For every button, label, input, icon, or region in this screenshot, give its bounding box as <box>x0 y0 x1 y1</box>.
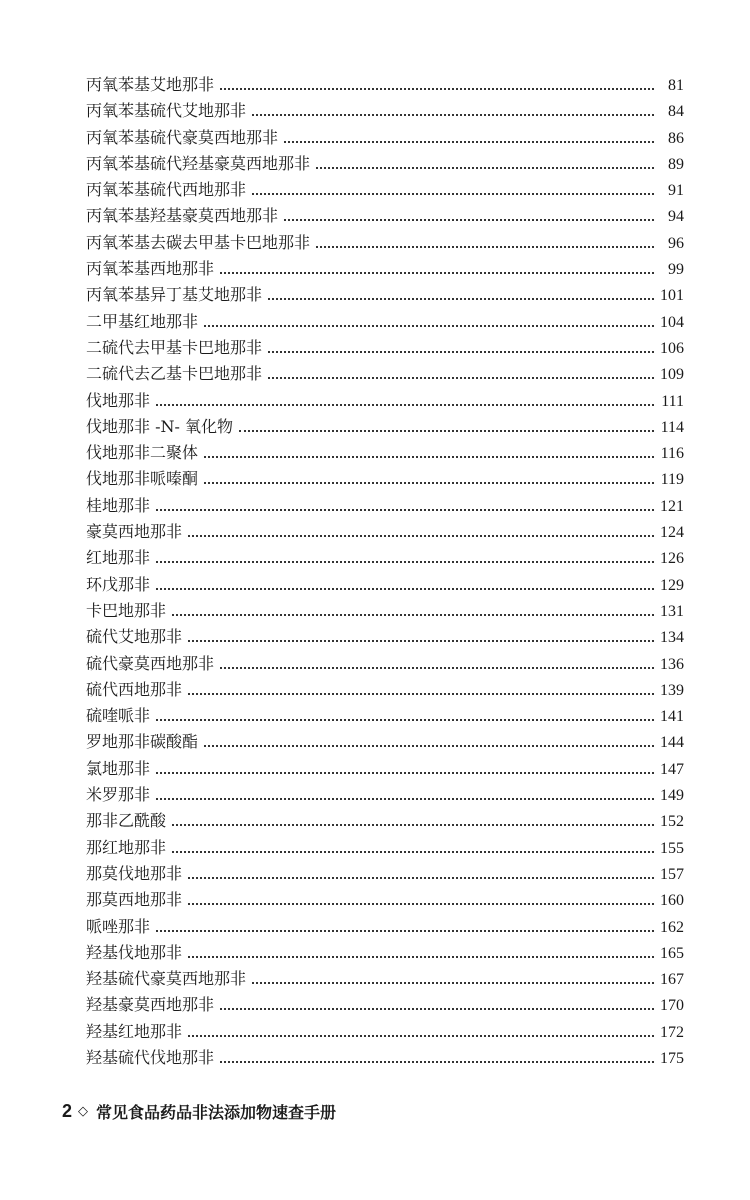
dot-leader <box>316 167 654 169</box>
toc-entry-title: 丙氧苯基硫代豪莫西地那非 <box>86 127 279 147</box>
toc-entry-title: 硫代豪莫西地那非 <box>86 653 215 673</box>
toc-entry[interactable] <box>86 466 684 492</box>
toc-entry-page: 124 <box>660 524 684 542</box>
toc-entry-title: 丙氧苯基艾地那非 <box>86 75 215 94</box>
toc-entry-title: 羟基红地那非 <box>86 1021 183 1041</box>
toc-entry[interactable] <box>86 388 684 414</box>
toc-entry[interactable] <box>86 756 684 782</box>
table-of-contents <box>86 72 684 1071</box>
dot-leader <box>284 141 654 143</box>
dot-leader <box>220 272 654 274</box>
toc-entry[interactable] <box>86 992 684 1018</box>
dot-leader <box>268 298 654 300</box>
dot-leader <box>284 219 654 221</box>
diamond-icon: ◇ <box>78 1104 89 1119</box>
toc-entry-page: 144 <box>660 734 684 752</box>
dot-leader <box>188 535 654 537</box>
toc-entry-title: 丙氧苯基西地那非 <box>86 259 215 279</box>
toc-entry-title: 氯地那非 <box>86 758 151 778</box>
toc-entry[interactable] <box>86 782 684 808</box>
toc-entry-title: 哌唑那非 <box>86 916 151 936</box>
dot-leader <box>188 693 654 695</box>
toc-entry-title: 米罗那非 <box>86 785 151 805</box>
dot-leader <box>220 88 654 90</box>
dot-leader <box>156 930 654 932</box>
toc-entry-title: 硫代西地那非 <box>86 679 183 699</box>
toc-entry-page: 136 <box>660 655 684 673</box>
toc-entry[interactable] <box>86 808 684 834</box>
toc-entry-page: 126 <box>660 550 684 568</box>
toc-entry-page: 141 <box>660 708 684 726</box>
toc-entry-page: 106 <box>660 339 684 357</box>
toc-entry-page: 160 <box>660 892 684 910</box>
dot-leader <box>156 404 654 406</box>
toc-entry-page: 134 <box>660 629 684 647</box>
dot-leader <box>188 1035 654 1037</box>
toc-entry-title: 罗地那非碳酸酯 <box>86 732 199 752</box>
dot-leader <box>156 509 654 511</box>
toc-entry-title: 那非乙酰酸 <box>86 811 167 831</box>
toc-entry-title: 硫代艾地那非 <box>86 627 183 647</box>
toc-entry[interactable] <box>86 203 684 229</box>
toc-entry[interactable] <box>86 125 684 151</box>
toc-entry-title: 丙氧苯基硫代羟基豪莫西地那非 <box>86 153 311 173</box>
toc-entry-page: 119 <box>660 471 684 489</box>
toc-entry-page: 157 <box>660 865 684 883</box>
toc-entry-title: 桂地那非 <box>86 495 151 515</box>
toc-entry-page: 170 <box>660 997 684 1015</box>
toc-entry[interactable] <box>86 651 684 677</box>
dot-leader <box>316 246 654 248</box>
dot-leader <box>172 614 654 616</box>
dot-leader <box>220 1061 654 1063</box>
dot-leader <box>204 745 654 747</box>
toc-entry-title: 羟基硫代伐地那非 <box>86 1047 215 1067</box>
toc-entry-page: 167 <box>660 971 684 989</box>
toc-entry[interactable] <box>86 414 684 440</box>
toc-entry-page: 162 <box>660 918 684 936</box>
toc-entry-page: 86 <box>668 129 684 147</box>
toc-entry-page: 175 <box>660 1049 684 1067</box>
toc-entry-title: 伐地那非二聚体 <box>86 443 199 463</box>
toc-entry[interactable] <box>86 914 684 940</box>
toc-entry-title: 丙氧苯基羟基豪莫西地那非 <box>86 206 279 226</box>
toc-entry-page: 152 <box>660 813 684 831</box>
toc-entry-page: 139 <box>660 681 684 699</box>
dot-leader <box>156 561 654 563</box>
dot-leader <box>204 456 654 458</box>
dot-leader <box>204 325 654 327</box>
toc-entry[interactable] <box>86 677 684 703</box>
toc-entry-page: 131 <box>660 602 684 620</box>
toc-entry-title: 丙氧苯基硫代西地那非 <box>86 180 247 200</box>
toc-entry-page: 99 <box>668 261 684 279</box>
toc-entry-page: 149 <box>660 787 684 805</box>
toc-entry[interactable] <box>86 703 684 729</box>
toc-entry-title: 那红地那非 <box>86 837 167 857</box>
toc-entry-page: 94 <box>668 208 684 226</box>
toc-entry-page: 165 <box>660 944 684 962</box>
toc-entry-title: 羟基硫代豪莫西地那非 <box>86 969 247 989</box>
toc-entry[interactable] <box>86 940 684 966</box>
dot-leader <box>156 798 654 800</box>
toc-entry-title: 丙氧苯基硫代艾地那非 <box>86 101 247 121</box>
dot-leader <box>188 956 654 958</box>
toc-entry[interactable] <box>86 519 684 545</box>
dot-leader <box>220 667 654 669</box>
toc-entry[interactable] <box>86 177 684 203</box>
toc-entry[interactable] <box>86 98 684 124</box>
toc-entry[interactable] <box>86 335 684 361</box>
toc-entry[interactable] <box>86 282 684 308</box>
toc-entry-title: 那莫伐地那非 <box>86 863 183 883</box>
toc-entry[interactable] <box>86 361 684 387</box>
dot-leader <box>156 588 654 590</box>
toc-entry[interactable] <box>86 966 684 992</box>
toc-entry[interactable] <box>86 230 684 256</box>
toc-entry-title: 丙氧苯基去碳去甲基卡巴地那非 <box>86 232 311 252</box>
toc-entry-title: 环戊那非 <box>86 574 151 594</box>
toc-entry-page: 121 <box>660 497 684 515</box>
toc-entry[interactable] <box>86 1019 684 1045</box>
dot-leader <box>188 903 654 905</box>
dot-leader <box>188 640 654 642</box>
toc-entry[interactable] <box>86 624 684 650</box>
toc-entry-page: 109 <box>660 366 684 384</box>
dot-leader <box>239 430 654 432</box>
dot-leader <box>252 982 654 984</box>
toc-entry-page: 129 <box>660 576 684 594</box>
toc-entry[interactable] <box>86 309 684 335</box>
dot-leader <box>220 1008 654 1010</box>
toc-entry-page: 84 <box>668 103 684 121</box>
dot-leader <box>204 482 654 484</box>
toc-entry-title: 卡巴地那非 <box>86 600 167 620</box>
dot-leader <box>252 114 654 116</box>
dot-leader <box>252 193 654 195</box>
toc-entry-title: 羟基伐地那非 <box>86 942 183 962</box>
toc-entry-title: 二甲基红地那非 <box>86 311 199 331</box>
book-title: 常见食品药品非法添加物速查手册 <box>96 1103 337 1122</box>
dot-leader <box>156 772 654 774</box>
toc-entry-page: 155 <box>660 839 684 857</box>
dot-leader <box>188 877 654 879</box>
toc-entry-page: 91 <box>668 182 684 200</box>
toc-entry[interactable] <box>86 440 684 466</box>
toc-entry-title: 那莫西地那非 <box>86 890 183 910</box>
toc-entry[interactable] <box>86 72 684 98</box>
dot-leader <box>268 351 654 353</box>
toc-entry-title: 豪莫西地那非 <box>86 522 183 542</box>
dot-leader <box>156 719 654 721</box>
toc-entry[interactable] <box>86 151 684 177</box>
toc-entry-page: 147 <box>660 760 684 778</box>
toc-entry[interactable] <box>86 835 684 861</box>
toc-entry-title: 二硫代去乙基卡巴地那非 <box>86 364 263 384</box>
toc-entry-page: 104 <box>660 313 684 331</box>
toc-entry-page: 172 <box>660 1023 684 1041</box>
toc-entry-title: 硫喹哌非 <box>86 706 151 726</box>
toc-entry-page: 81 <box>668 77 684 94</box>
toc-entry[interactable] <box>86 887 684 913</box>
toc-entry-page: 101 <box>660 287 684 305</box>
toc-entry-page: 96 <box>668 234 684 252</box>
toc-entry[interactable] <box>86 572 684 598</box>
toc-entry[interactable] <box>86 256 684 282</box>
dot-leader <box>268 377 654 379</box>
toc-entry-title: 红地那非 <box>86 548 151 568</box>
toc-entry[interactable] <box>86 493 684 519</box>
toc-entry-title: 伐地那非哌嗪酮 <box>86 469 199 489</box>
toc-entry[interactable] <box>86 1045 684 1071</box>
toc-entry-page: 89 <box>668 155 684 173</box>
dot-leader <box>172 824 654 826</box>
toc-entry[interactable] <box>86 861 684 887</box>
toc-entry-title: 羟基豪莫西地那非 <box>86 995 215 1015</box>
page-footer <box>62 1100 336 1123</box>
toc-entry-title: 伐地那非 <box>86 390 151 410</box>
dot-leader <box>172 851 654 853</box>
toc-entry[interactable] <box>86 729 684 755</box>
page-number: 2 <box>62 1101 73 1121</box>
toc-entry-title: 伐地那非 -N- 氧化物 <box>86 416 233 436</box>
toc-entry[interactable] <box>86 545 684 571</box>
toc-entry-title: 丙氧苯基异丁基艾地那非 <box>86 285 263 305</box>
toc-entry-page: 111 <box>661 392 684 410</box>
toc-entry-page: 114 <box>660 418 684 436</box>
toc-entry-page: 116 <box>660 445 684 463</box>
toc-entry-title: 二硫代去甲基卡巴地那非 <box>86 337 263 357</box>
toc-entry[interactable] <box>86 598 684 624</box>
